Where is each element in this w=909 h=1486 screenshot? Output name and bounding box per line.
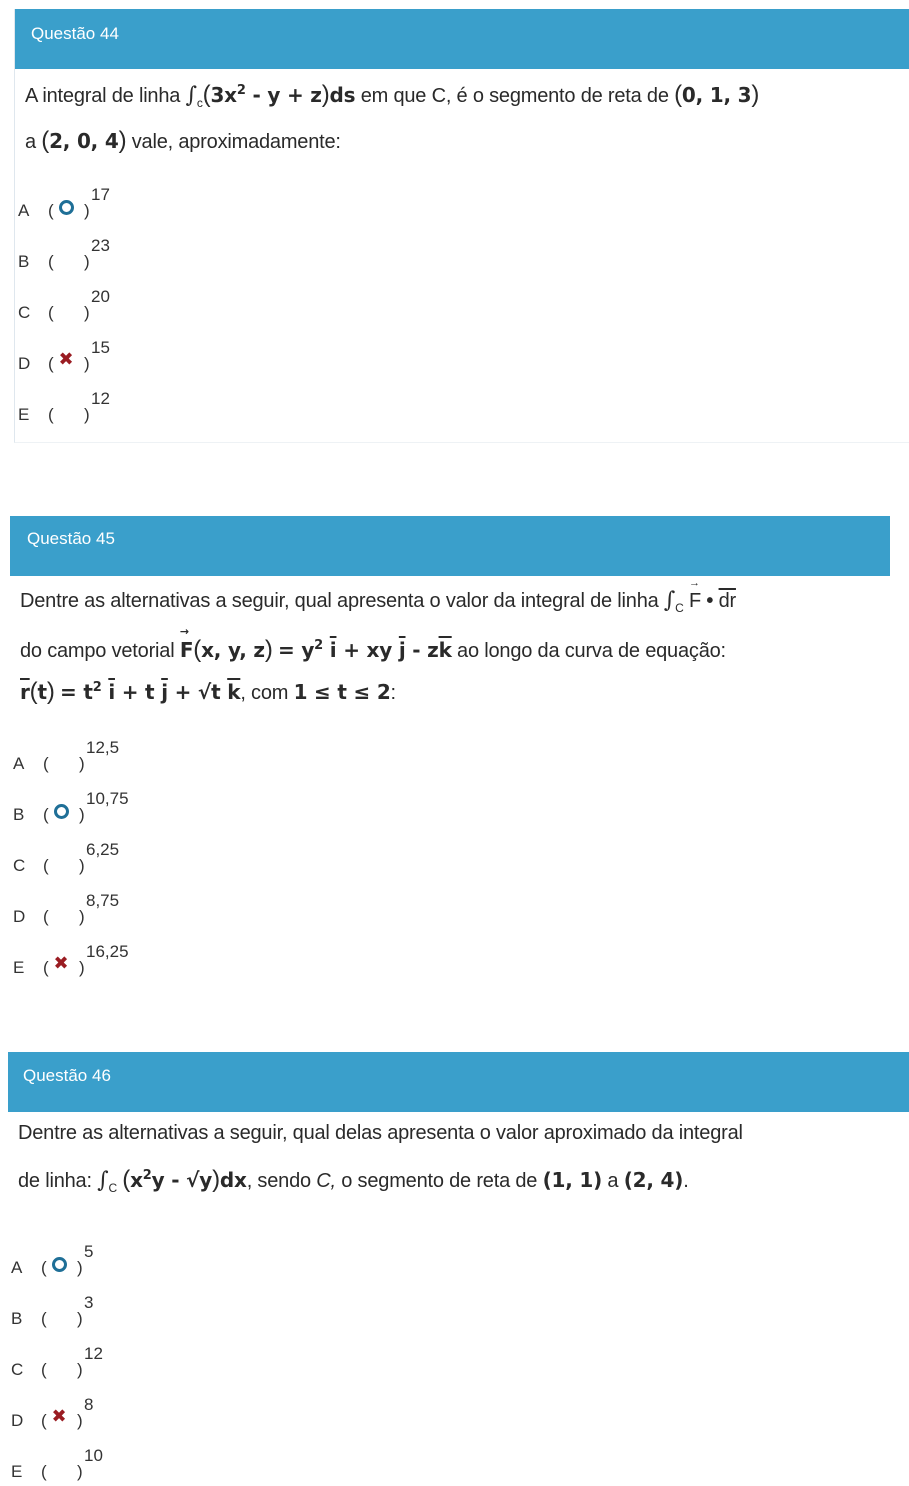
radio-button[interactable] (48, 1457, 70, 1479)
option-value: 10,75 (86, 789, 129, 808)
option-e[interactable]: E ( ✖ ) 16,25 (13, 942, 129, 977)
option-a[interactable]: A ( ) 5 (11, 1242, 94, 1277)
option-letter: C (13, 856, 26, 875)
option-letter: C (18, 303, 31, 322)
option-value: 15 (91, 338, 110, 357)
stem-text: de linha: (18, 1170, 92, 1192)
option-d[interactable]: D ( ✖ ) 15 (18, 338, 110, 373)
option-d[interactable]: D ( ) 8,75 (13, 891, 120, 926)
stem-text: a (25, 131, 36, 153)
field-expression: = $y^2$ $\overline{i}$ + xy $\overline{j} - z\overline{k}$ (278, 638, 452, 662)
integral-subscript: c (196, 96, 203, 110)
integral-symbol: ∫ (663, 588, 676, 613)
option-c[interactable]: C ( ) 12 (11, 1344, 103, 1379)
radio-button[interactable] (50, 749, 72, 771)
point-end: 2, 0, 4 (49, 129, 119, 153)
option-b[interactable]: B ( ) 10,75 (13, 789, 129, 824)
question-header: Questão 46 (8, 1052, 909, 1112)
radio-button[interactable] (55, 247, 77, 269)
option-value: 8,75 (86, 891, 120, 910)
option-b[interactable]: B ( ) 3 (11, 1293, 94, 1328)
stem-text: do campo vetorial (20, 640, 175, 662)
stem-text: Dentre as alternativas a seguir, qual apresenta o valor da integral de linha (20, 590, 659, 612)
option-a[interactable]: A ( ) 12,5 (13, 738, 120, 773)
differential: ds (329, 83, 356, 107)
option-letter: A (13, 754, 25, 773)
option-letter: C (11, 1360, 24, 1379)
option-value: 8 (84, 1395, 94, 1414)
selected-ring-icon[interactable] (50, 800, 72, 822)
option-b[interactable]: B ( ) 23 (18, 236, 110, 271)
option-letter: D (11, 1411, 24, 1430)
option-e[interactable]: E ( ) 10 (11, 1446, 103, 1481)
vector-r: $\overline{r}$ (20, 680, 30, 704)
question-header: Questão 44 (15, 9, 909, 69)
option-c[interactable]: C ( ) 6,25 (13, 840, 120, 875)
wrong-x-icon[interactable]: ✖ (58, 349, 74, 370)
point-end: (2, 4) (623, 1168, 684, 1192)
integral-symbol: ∫ (97, 1168, 109, 1193)
radio-button[interactable] (55, 298, 77, 320)
option-value: 12,5 (86, 738, 120, 757)
stem-text: em que C, é o segmento de reta de (360, 85, 669, 107)
stem-text: vale, aproximadamente: (131, 131, 341, 153)
option-letter: A (18, 201, 30, 220)
point-start: 0, 1, 3 (681, 83, 752, 107)
differential: dx (219, 1168, 247, 1192)
wrong-x-icon[interactable]: ✖ (51, 1406, 67, 1427)
question-46: Questão 46 Dentre as alternativas a seguir, qual delas apresenta o valor aproximado da integral de linha: $\int_C$ $(x^2y - √y)dx$, sendo C, o segmento de reta de (1, 1) a (2, 4). A ( ) 5 B ( ) 3 C ( ) 12 D ( ✖ ) 8 E ( ) 10 (8, 1052, 909, 1484)
option-value: 20 (91, 287, 110, 306)
stem-text: o segmento de reta de (341, 1170, 538, 1192)
integral-subscript: C (108, 1181, 117, 1195)
integral-symbol: ∫ (185, 83, 197, 108)
option-value: 5 (84, 1242, 94, 1261)
point-start: (1, 1) (542, 1168, 603, 1192)
integrand: $3x^2 - y + z$ (210, 83, 322, 107)
option-letter: E (13, 958, 25, 977)
question-44: Questão 44 A integral de linha $\int_c(3x^2 - y + z)ds$ em que C, é o segmento de reta de (0, 1, 3) a (2, 0, 4) vale, aproximadamente: A ( ) 17 B ( ) 23 C ( ) 20 D ( ✖ ) 15 E ( ) 12 (14, 9, 909, 443)
vector-F: → F (180, 638, 193, 662)
option-letter: E (18, 405, 30, 424)
radio-button[interactable] (48, 1304, 70, 1326)
vector-dr: $\overline{dr}$ (718, 590, 736, 612)
option-c[interactable]: C ( ) 20 (18, 287, 110, 322)
question-header: Questão 45 (10, 516, 890, 576)
stem-text: , com (240, 682, 289, 704)
stem-text: ao longo da curva de equação: (457, 640, 726, 662)
option-letter: B (11, 1309, 23, 1328)
option-d[interactable]: D ( ✖ ) 8 (11, 1395, 94, 1430)
option-letter: A (11, 1258, 23, 1277)
radio-button[interactable] (50, 851, 72, 873)
option-value: 6,25 (86, 840, 120, 859)
question-45: Questão 45 Dentre as alternativas a seguir, qual apresenta o valor da integral de linha $\int_C \to F$ • $\overline{dr}$ do campo vetorial → F(x, y, $z) = y^2$ $\overline{i}$ + xy $\overline{j} - z\overline{k}$ ao longo da curva de equação: $\overline{r}(t) = t^2$ $\overline{i} + t$ $\overline{j} + √t$ $\overline{k}$, com 1 ≤ t ≤ 2: A ( ) 12,5 B ( ) 10,75 C ( ) 6,25 D ( ) 8,75 E ( ✖ ) 16,25 (10, 516, 890, 986)
option-value: 3 (84, 1293, 94, 1312)
stem-text: A integral de linha (25, 85, 181, 107)
radio-button[interactable] (50, 902, 72, 924)
option-letter: B (18, 252, 30, 271)
stem-text: Dentre as alternativas a seguir, qual delas apresenta o valor aproximado da integral (18, 1122, 743, 1144)
parameter-range: 1 ≤ t ≤ 2 (293, 680, 391, 704)
curve-expression: = $t^2$ $\overline{i} + t$ $\overline{j} + √t$ $\overline{k}$ (60, 680, 241, 704)
option-e[interactable]: E ( ) 12 (18, 389, 110, 424)
selected-ring-icon[interactable] (48, 1253, 70, 1275)
option-value: 17 (91, 185, 110, 204)
option-value: 10 (84, 1446, 103, 1465)
option-a[interactable]: A ( ) 17 (18, 185, 110, 220)
selected-ring-icon[interactable] (55, 196, 77, 218)
option-letter: B (13, 805, 25, 824)
option-value: 12 (84, 1344, 103, 1363)
option-value: 12 (91, 389, 110, 408)
option-letter: E (11, 1462, 23, 1481)
option-value: 16,25 (86, 942, 129, 961)
integral-subscript: C (675, 601, 684, 615)
vector-F: → F (689, 590, 701, 613)
wrong-x-icon[interactable]: ✖ (53, 953, 69, 974)
radio-button[interactable] (55, 400, 77, 422)
radio-button[interactable] (48, 1355, 70, 1377)
option-value: 23 (91, 236, 110, 255)
option-letter: D (18, 354, 31, 373)
integrand: $x^2y - √y$ (130, 1168, 213, 1192)
option-letter: D (13, 907, 26, 926)
